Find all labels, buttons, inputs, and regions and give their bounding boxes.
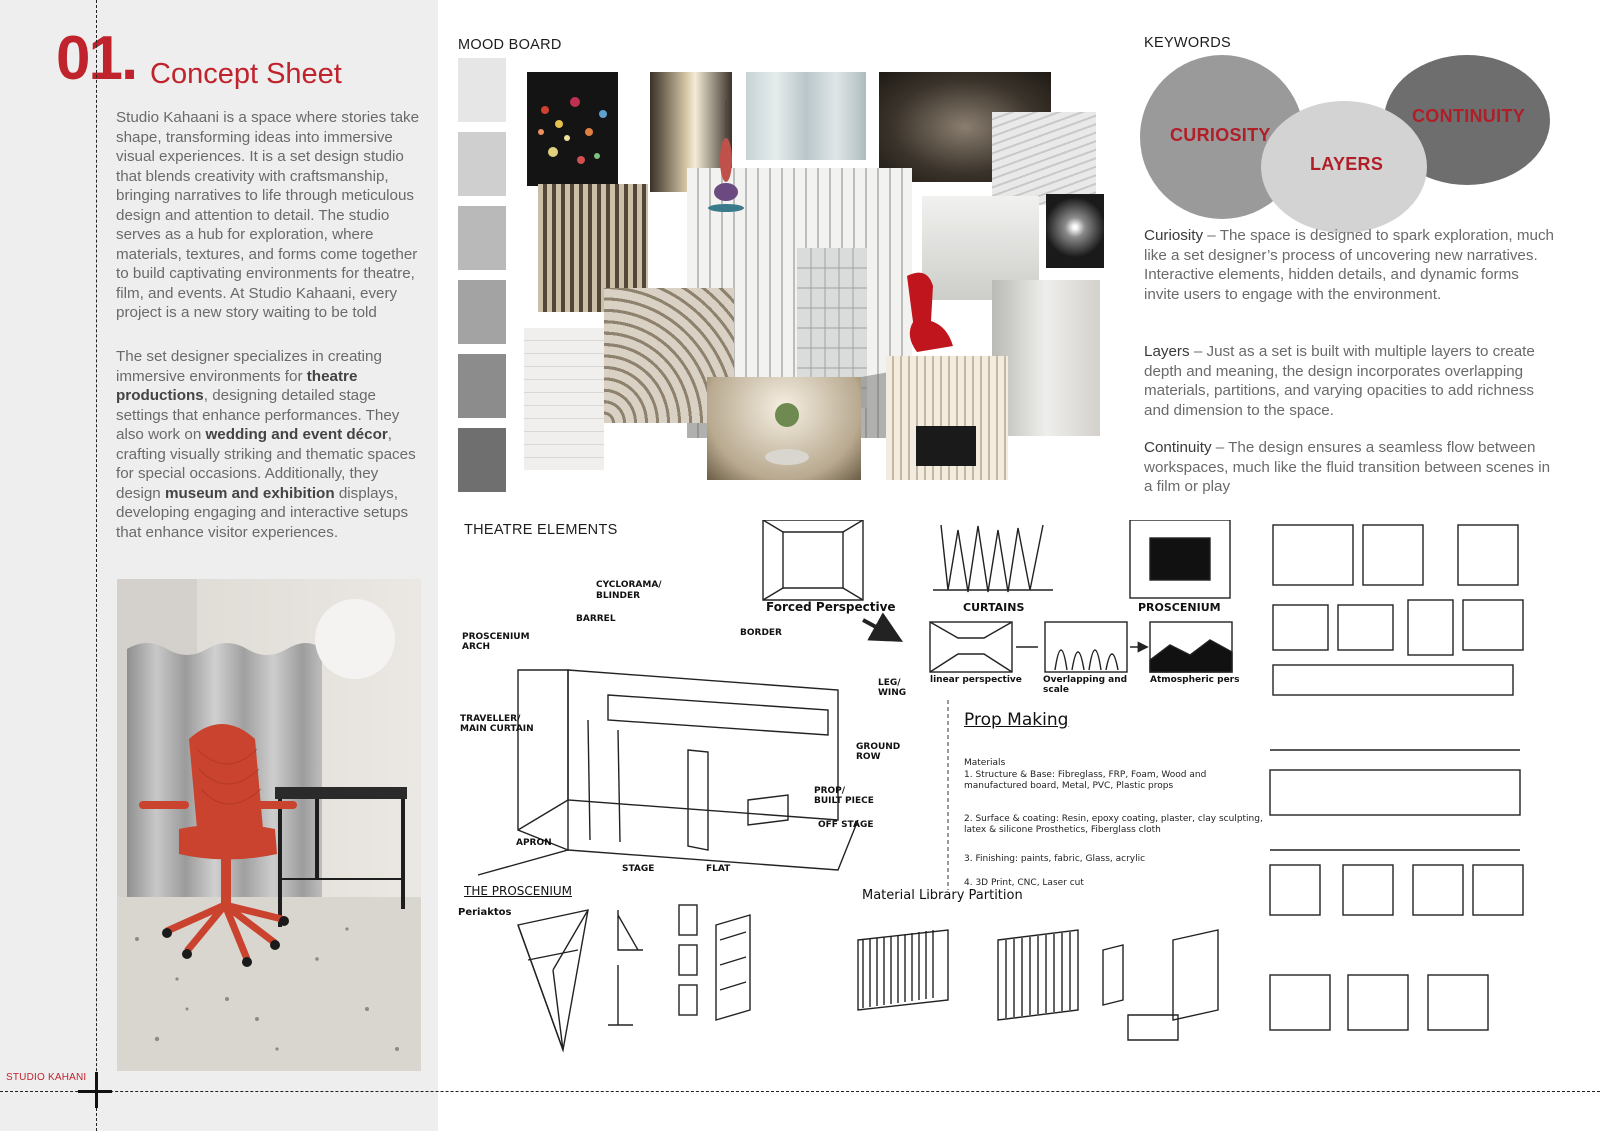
label-stage: STAGE xyxy=(622,864,655,874)
label-off-stage: OFF STAGE xyxy=(818,820,874,830)
label-material-library: Material Library Partition xyxy=(862,888,1023,903)
swatch-4 xyxy=(458,280,506,344)
keywords-venn xyxy=(1140,55,1560,235)
keyword-curiosity: CURIOSITY xyxy=(1170,125,1271,145)
swatch-2 xyxy=(458,132,506,196)
mood-image-glass-block xyxy=(524,328,604,470)
mood-image-frosted-glass xyxy=(746,72,866,160)
label-prop-making: Prop Making xyxy=(964,710,1069,730)
layers-description: Layers – Just as a set is built with multiple layers to create depth and meaning, the design incorporates overlapping materials, partitions, and varying opacities to add richness and dimension to the space. xyxy=(1144,343,1535,419)
label-structure: 1. Structure & Base: Fibreglass, FRP, Foam, Wood and manufactured board, Metal, PVC, Plastic props xyxy=(964,770,1207,791)
label-forced-perspective: Forced Perspective xyxy=(766,600,896,614)
label-leg-wing: LEG/ WING xyxy=(878,678,907,698)
label-periaktos: Periaktos xyxy=(458,907,512,918)
keyword-continuity: CONTINUITY xyxy=(1412,106,1525,126)
swatch-6 xyxy=(458,428,506,492)
label-blinder: BLINDER xyxy=(596,591,641,601)
intro-paragraph: Studio Kahaani is a space where stories take shape, transforming ideas into immersive visual experiences. It is a set design studio that blends creativity with craftsmanship, bringing narratives to life through meticulous design and attention to detail. The studio serves as a hub for exploration, where materials, textures, and forms come together to build captivating environments for theatre, film, and events. At Studio Kahaani, every project is a new story waiting to be told xyxy=(116,109,420,321)
swatch-5 xyxy=(458,354,506,418)
label-curtains: CURTAINS xyxy=(963,601,1025,614)
label-materials: Materials xyxy=(964,758,1006,768)
mood-board-collage xyxy=(524,70,1124,490)
mood-image-pendant-lamp xyxy=(696,100,756,230)
mood-image-cinema-room xyxy=(886,356,1008,480)
label-linear-perspective: linear perspective xyxy=(930,675,1022,685)
mood-image-ribbed-ceiling xyxy=(992,112,1096,205)
cut-line-horizontal xyxy=(0,1091,1600,1092)
label-border: BORDER xyxy=(740,628,782,638)
label-prop-piece: PROP/ BUILT PIECE xyxy=(814,786,874,806)
role-paragraph: The set designer specializes in creating immersive environments for theatre productions, designing detailed stage settings that enhance performances. They also work on wedding and event décor, crafting visually striking and thematic spaces for special occasions. Additionally, they design museum and exhibition displays, developing engaging and interactive setups that enhance visitor experiences. xyxy=(116,348,416,541)
label-ground-row: GROUND ROW xyxy=(856,742,901,762)
label-apron: APRON xyxy=(516,838,552,848)
mood-image-red-chair xyxy=(887,266,957,358)
label-proscenium-arch: PROSCENIUM ARCH xyxy=(462,632,530,652)
studio-tag: STUDIO KAHANI xyxy=(6,1072,87,1083)
theatre-sketches xyxy=(458,520,1568,1075)
label-cyclorama: CYCLORAMA/ xyxy=(596,580,662,590)
label-finishing: 3. Finishing: paints, fabric, Glass, acrylic xyxy=(964,854,1146,864)
label-proscenium: PROSCENIUM xyxy=(1138,601,1221,614)
label-overlapping: Overlapping and scale xyxy=(1043,675,1128,695)
mood-image-lanterns xyxy=(527,72,618,186)
continuity-description: Continuity – The design ensures a seamless flow between workspaces, much like the fluid transition between scenes in a film or play xyxy=(1144,439,1551,495)
label-the-proscenium: THE PROSCENIUM xyxy=(464,884,572,898)
mood-image-arched-room xyxy=(707,377,861,480)
sheet-title: Concept Sheet xyxy=(150,58,342,90)
keyword-layers: LAYERS xyxy=(1310,154,1384,174)
swatch-1 xyxy=(458,58,506,122)
cut-line-vertical xyxy=(96,0,97,1131)
curiosity-description: Curiosity – The space is designed to spark exploration, much like a set designer’s process of uncovering new narratives. Interactive elements, hidden details, and dynamic forms invite users to engage with the environment. xyxy=(1144,227,1554,303)
label-traveller: TRAVELLER/ MAIN CURTAIN xyxy=(460,714,534,734)
mood-image-light-burst xyxy=(1046,194,1104,268)
label-atmospheric: Atmospheric pers xyxy=(1150,675,1240,685)
mood-image-curved-glass-room xyxy=(992,280,1100,436)
swatch-3 xyxy=(458,206,506,270)
mood-board-label: MOOD BOARD xyxy=(458,37,562,53)
label-flat: FLAT xyxy=(706,864,731,874)
label-printing: 4. 3D Print, CNC, Laser cut xyxy=(964,878,1084,888)
sheet-number: 01. xyxy=(56,24,137,93)
keywords-label: KEYWORDS xyxy=(1144,35,1231,51)
crop-mark-horizontal xyxy=(78,1090,112,1093)
theatre-elements-label: THEATRE ELEMENTS xyxy=(464,522,618,538)
label-barrel: BARREL xyxy=(576,614,616,624)
chair-render xyxy=(117,579,421,1071)
label-surface: 2. Surface & coating: Resin, epoxy coating, plaster, clay sculpting, latex & silicone Prosthetics, Fiberglass cloth xyxy=(964,814,1263,835)
